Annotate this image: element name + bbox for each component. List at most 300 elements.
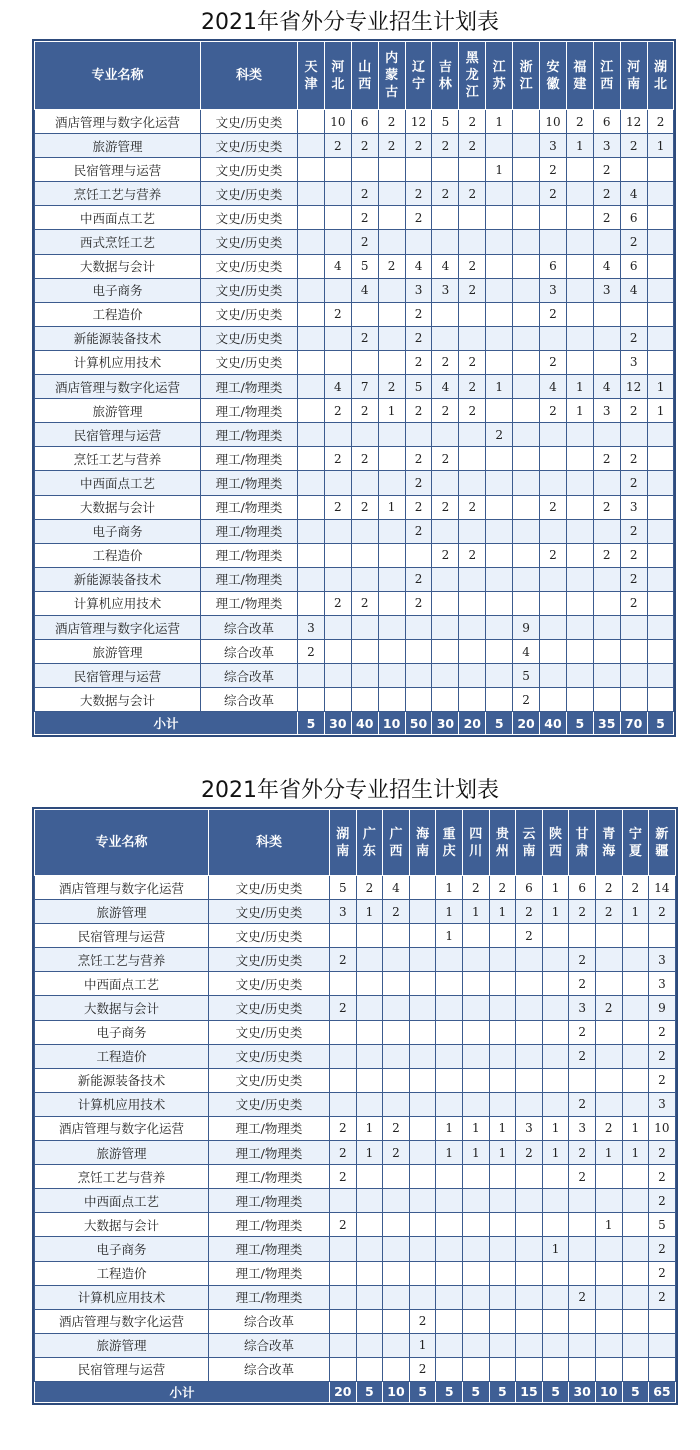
quota-cell bbox=[513, 134, 540, 158]
table-row bbox=[35, 326, 674, 350]
subtotal-cell: 20 bbox=[513, 712, 540, 735]
quota-cell bbox=[324, 567, 351, 591]
quota-cell: 3 bbox=[593, 399, 620, 423]
table-row bbox=[35, 302, 674, 326]
category-cell: 理工/物理类 bbox=[201, 471, 298, 495]
quota-cell: 4 bbox=[324, 375, 351, 399]
quota-cell: 2 bbox=[620, 471, 647, 495]
quota-cell bbox=[486, 688, 513, 712]
quota-cell bbox=[405, 688, 432, 712]
table-row bbox=[35, 206, 674, 230]
quota-cell bbox=[566, 278, 593, 302]
table-row bbox=[35, 1237, 676, 1261]
quota-cell bbox=[647, 471, 674, 495]
quota-cell bbox=[409, 1020, 436, 1044]
quota-cell: 1 bbox=[356, 900, 383, 924]
quota-cell bbox=[383, 996, 410, 1020]
quota-cell bbox=[516, 996, 543, 1020]
subtotal-cell: 20 bbox=[330, 1381, 357, 1402]
quota-cell: 4 bbox=[540, 375, 567, 399]
quota-cell: 6 bbox=[593, 110, 620, 134]
quota-cell bbox=[405, 640, 432, 664]
quota-cell bbox=[647, 615, 674, 639]
quota-cell bbox=[383, 1357, 410, 1381]
column-header-province: 云南 bbox=[516, 810, 543, 876]
quota-cell bbox=[649, 1357, 676, 1381]
quota-cell bbox=[298, 423, 325, 447]
quota-cell bbox=[432, 640, 459, 664]
quota-cell bbox=[566, 158, 593, 182]
quota-cell: 2 bbox=[351, 134, 378, 158]
quota-cell: 2 bbox=[405, 591, 432, 615]
category-cell: 综合改革 bbox=[209, 1333, 330, 1357]
quota-cell bbox=[566, 543, 593, 567]
quota-cell bbox=[647, 543, 674, 567]
quota-cell bbox=[647, 495, 674, 519]
table-row bbox=[35, 567, 674, 591]
quota-cell: 2 bbox=[569, 1020, 596, 1044]
quota-cell bbox=[593, 471, 620, 495]
quota-cell bbox=[647, 278, 674, 302]
quota-cell bbox=[620, 688, 647, 712]
quota-cell bbox=[486, 206, 513, 230]
quota-cell bbox=[569, 924, 596, 948]
quota-cell: 2 bbox=[432, 350, 459, 374]
quota-cell bbox=[462, 1261, 489, 1285]
quota-cell bbox=[620, 423, 647, 447]
column-header-category: 科类 bbox=[201, 42, 298, 110]
major-name-cell: 大数据与会计 bbox=[35, 1213, 209, 1237]
quota-cell bbox=[489, 1092, 516, 1116]
quota-cell bbox=[542, 948, 569, 972]
major-name-cell: 工程造价 bbox=[35, 543, 201, 567]
quota-cell bbox=[513, 423, 540, 447]
quota-cell bbox=[330, 1092, 357, 1116]
subtotal-cell: 40 bbox=[540, 712, 567, 735]
quota-cell: 2 bbox=[405, 206, 432, 230]
table-row bbox=[35, 1092, 676, 1116]
quota-cell bbox=[486, 326, 513, 350]
category-cell: 理工/物理类 bbox=[201, 567, 298, 591]
quota-cell bbox=[462, 1020, 489, 1044]
quota-cell: 2 bbox=[459, 134, 486, 158]
quota-cell bbox=[513, 519, 540, 543]
quota-cell: 4 bbox=[383, 876, 410, 900]
quota-cell: 2 bbox=[649, 1068, 676, 1092]
quota-cell bbox=[569, 1237, 596, 1261]
category-cell: 文史/历史类 bbox=[209, 876, 330, 900]
table-row bbox=[35, 1068, 676, 1092]
quota-cell bbox=[330, 1189, 357, 1213]
quota-cell bbox=[432, 158, 459, 182]
major-name-cell: 新能源装备技术 bbox=[35, 326, 201, 350]
quota-cell bbox=[540, 326, 567, 350]
quota-cell: 2 bbox=[513, 688, 540, 712]
quota-cell bbox=[595, 924, 622, 948]
subtotal-cell: 5 bbox=[409, 1381, 436, 1402]
major-name-cell: 烹饪工艺与营养 bbox=[35, 182, 201, 206]
table-row bbox=[35, 182, 674, 206]
quota-cell: 2 bbox=[459, 350, 486, 374]
category-cell: 文史/历史类 bbox=[209, 948, 330, 972]
table-row bbox=[35, 134, 674, 158]
quota-cell: 2 bbox=[324, 302, 351, 326]
quota-cell: 2 bbox=[649, 1044, 676, 1068]
quota-cell bbox=[486, 495, 513, 519]
quota-cell: 2 bbox=[330, 948, 357, 972]
quota-cell bbox=[486, 278, 513, 302]
quota-cell bbox=[459, 567, 486, 591]
category-cell: 文史/历史类 bbox=[201, 110, 298, 134]
quota-cell bbox=[378, 350, 405, 374]
quota-cell: 2 bbox=[383, 1141, 410, 1165]
quota-cell bbox=[489, 1333, 516, 1357]
quota-cell bbox=[542, 1285, 569, 1309]
quota-cell: 3 bbox=[569, 1116, 596, 1140]
quota-cell bbox=[356, 1333, 383, 1357]
quota-cell: 1 bbox=[542, 1116, 569, 1140]
quota-cell: 1 bbox=[436, 900, 463, 924]
quota-cell bbox=[432, 206, 459, 230]
quota-cell: 2 bbox=[649, 1189, 676, 1213]
category-cell: 文史/历史类 bbox=[209, 996, 330, 1020]
quota-cell bbox=[378, 519, 405, 543]
quota-cell bbox=[330, 1261, 357, 1285]
quota-cell bbox=[432, 688, 459, 712]
quota-cell: 2 bbox=[405, 519, 432, 543]
quota-cell: 2 bbox=[405, 567, 432, 591]
quota-cell bbox=[566, 230, 593, 254]
quota-cell bbox=[436, 1044, 463, 1068]
quota-cell bbox=[351, 302, 378, 326]
subtotal-cell: 5 bbox=[356, 1381, 383, 1402]
quota-cell bbox=[595, 1165, 622, 1189]
quota-cell bbox=[409, 924, 436, 948]
quota-cell bbox=[486, 134, 513, 158]
quota-cell: 3 bbox=[405, 278, 432, 302]
quota-cell bbox=[595, 1333, 622, 1357]
quota-cell bbox=[513, 471, 540, 495]
category-cell: 理工/物理类 bbox=[201, 399, 298, 423]
quota-cell bbox=[516, 1237, 543, 1261]
table-row bbox=[35, 1357, 676, 1381]
quota-cell bbox=[489, 1357, 516, 1381]
major-name-cell: 计算机应用技术 bbox=[35, 1092, 209, 1116]
quota-cell bbox=[595, 1068, 622, 1092]
quota-cell bbox=[351, 664, 378, 688]
quota-cell bbox=[432, 423, 459, 447]
quota-cell: 2 bbox=[405, 495, 432, 519]
quota-cell bbox=[595, 1189, 622, 1213]
quota-cell: 2 bbox=[595, 900, 622, 924]
quota-cell bbox=[330, 1044, 357, 1068]
quota-cell bbox=[298, 350, 325, 374]
quota-cell bbox=[462, 1092, 489, 1116]
quota-cell: 3 bbox=[432, 278, 459, 302]
quota-cell bbox=[432, 664, 459, 688]
quota-cell bbox=[593, 591, 620, 615]
quota-cell bbox=[298, 664, 325, 688]
quota-cell bbox=[513, 375, 540, 399]
quota-cell bbox=[486, 664, 513, 688]
subtotal-cell: 5 bbox=[462, 1381, 489, 1402]
quota-cell bbox=[593, 664, 620, 688]
subtotal-cell: 5 bbox=[622, 1381, 649, 1402]
quota-cell bbox=[462, 1357, 489, 1381]
quota-cell bbox=[566, 664, 593, 688]
quota-cell bbox=[436, 972, 463, 996]
quota-cell: 2 bbox=[620, 591, 647, 615]
category-cell: 文史/历史类 bbox=[201, 254, 298, 278]
quota-cell bbox=[378, 182, 405, 206]
quota-cell: 2 bbox=[405, 302, 432, 326]
quota-cell bbox=[489, 1261, 516, 1285]
table-row bbox=[35, 254, 674, 278]
quota-cell bbox=[383, 1092, 410, 1116]
quota-cell bbox=[513, 447, 540, 471]
quota-cell: 2 bbox=[330, 1141, 357, 1165]
quota-cell bbox=[356, 996, 383, 1020]
quota-cell bbox=[513, 399, 540, 423]
quota-cell bbox=[647, 640, 674, 664]
quota-cell bbox=[540, 230, 567, 254]
quota-cell: 2 bbox=[459, 375, 486, 399]
quota-cell bbox=[356, 924, 383, 948]
quota-cell: 1 bbox=[622, 900, 649, 924]
quota-cell bbox=[298, 471, 325, 495]
quota-cell bbox=[569, 1333, 596, 1357]
category-cell: 文史/历史类 bbox=[209, 972, 330, 996]
quota-cell: 2 bbox=[383, 1116, 410, 1140]
table-row bbox=[35, 1141, 676, 1165]
quota-cell: 2 bbox=[569, 900, 596, 924]
quota-cell bbox=[324, 471, 351, 495]
quota-cell bbox=[593, 519, 620, 543]
quota-cell bbox=[378, 591, 405, 615]
table-row bbox=[35, 615, 674, 639]
quota-cell bbox=[298, 543, 325, 567]
quota-cell: 2 bbox=[569, 1141, 596, 1165]
quota-cell: 6 bbox=[540, 254, 567, 278]
quota-cell bbox=[459, 640, 486, 664]
quota-cell bbox=[489, 1165, 516, 1189]
quota-cell bbox=[566, 447, 593, 471]
subtotal-row bbox=[35, 712, 674, 735]
quota-cell bbox=[432, 615, 459, 639]
quota-cell: 2 bbox=[459, 495, 486, 519]
quota-cell: 14 bbox=[649, 876, 676, 900]
quota-cell: 2 bbox=[649, 1261, 676, 1285]
quota-cell bbox=[436, 1237, 463, 1261]
quota-cell bbox=[566, 495, 593, 519]
quota-cell bbox=[486, 591, 513, 615]
quota-cell bbox=[324, 519, 351, 543]
quota-cell bbox=[409, 1213, 436, 1237]
quota-cell bbox=[383, 1261, 410, 1285]
quota-cell bbox=[647, 664, 674, 688]
subtotal-cell: 40 bbox=[351, 712, 378, 735]
quota-cell: 2 bbox=[593, 543, 620, 567]
quota-cell: 1 bbox=[622, 1116, 649, 1140]
subtotal-cell: 20 bbox=[459, 712, 486, 735]
quota-cell bbox=[409, 948, 436, 972]
column-header-major: 专业名称 bbox=[35, 42, 201, 110]
subtotal-cell: 65 bbox=[649, 1381, 676, 1402]
quota-cell bbox=[324, 158, 351, 182]
quota-cell bbox=[622, 1165, 649, 1189]
quota-cell bbox=[405, 664, 432, 688]
quota-cell: 2 bbox=[569, 1285, 596, 1309]
quota-cell bbox=[378, 543, 405, 567]
quota-cell: 4 bbox=[432, 254, 459, 278]
quota-cell bbox=[647, 423, 674, 447]
quota-cell: 1 bbox=[542, 1237, 569, 1261]
quota-cell bbox=[622, 1357, 649, 1381]
quota-cell bbox=[542, 1068, 569, 1092]
table-row bbox=[35, 640, 674, 664]
quota-cell bbox=[566, 688, 593, 712]
category-cell: 文史/历史类 bbox=[209, 1020, 330, 1044]
quota-cell bbox=[330, 924, 357, 948]
quota-cell: 1 bbox=[566, 134, 593, 158]
category-cell: 综合改革 bbox=[201, 640, 298, 664]
table-row bbox=[35, 1044, 676, 1068]
quota-cell bbox=[569, 1357, 596, 1381]
table-row bbox=[35, 543, 674, 567]
quota-cell bbox=[569, 1309, 596, 1333]
quota-cell: 1 bbox=[356, 1116, 383, 1140]
quota-cell: 2 bbox=[649, 1020, 676, 1044]
subtotal-cell: 5 bbox=[486, 712, 513, 735]
major-name-cell: 电子商务 bbox=[35, 1237, 209, 1261]
quota-cell bbox=[330, 1309, 357, 1333]
quota-cell bbox=[324, 350, 351, 374]
quota-cell: 1 bbox=[462, 1116, 489, 1140]
quota-cell bbox=[409, 1165, 436, 1189]
major-name-cell: 电子商务 bbox=[35, 1020, 209, 1044]
quota-cell bbox=[356, 1044, 383, 1068]
category-cell: 理工/物理类 bbox=[201, 543, 298, 567]
quota-cell: 3 bbox=[649, 1092, 676, 1116]
quota-cell bbox=[459, 158, 486, 182]
quota-cell bbox=[298, 591, 325, 615]
enrollment-table-2-section bbox=[0, 770, 700, 1410]
quota-cell bbox=[330, 1068, 357, 1092]
quota-cell: 1 bbox=[436, 1116, 463, 1140]
quota-cell bbox=[647, 350, 674, 374]
quota-cell: 2 bbox=[593, 206, 620, 230]
quota-cell: 2 bbox=[432, 399, 459, 423]
quota-cell bbox=[383, 1309, 410, 1333]
major-name-cell: 民宿管理与运营 bbox=[35, 664, 201, 688]
quota-cell: 2 bbox=[459, 278, 486, 302]
column-header-province: 黑龙江 bbox=[459, 42, 486, 110]
quota-cell: 3 bbox=[540, 278, 567, 302]
quota-cell bbox=[620, 664, 647, 688]
quota-cell bbox=[489, 1309, 516, 1333]
quota-cell bbox=[486, 399, 513, 423]
quota-cell bbox=[566, 615, 593, 639]
major-name-cell: 酒店管理与数字化运营 bbox=[35, 375, 201, 399]
quota-cell bbox=[622, 1333, 649, 1357]
quota-cell bbox=[542, 1044, 569, 1068]
quota-cell bbox=[432, 471, 459, 495]
quota-cell: 2 bbox=[540, 158, 567, 182]
major-name-cell: 旅游管理 bbox=[35, 1141, 209, 1165]
subtotal-row bbox=[35, 1381, 676, 1402]
quota-cell bbox=[383, 1237, 410, 1261]
column-header-province: 内蒙古 bbox=[378, 42, 405, 110]
quota-cell bbox=[409, 1141, 436, 1165]
quota-cell bbox=[324, 423, 351, 447]
quota-cell bbox=[298, 375, 325, 399]
category-cell: 理工/物理类 bbox=[209, 1116, 330, 1140]
category-cell: 文史/历史类 bbox=[209, 1092, 330, 1116]
quota-cell bbox=[324, 182, 351, 206]
quota-cell bbox=[622, 1213, 649, 1237]
subtotal-cell: 5 bbox=[489, 1381, 516, 1402]
quota-cell bbox=[516, 972, 543, 996]
quota-cell bbox=[459, 591, 486, 615]
quota-cell bbox=[513, 110, 540, 134]
quota-cell: 2 bbox=[351, 230, 378, 254]
quota-cell: 1 bbox=[489, 1141, 516, 1165]
quota-cell bbox=[513, 206, 540, 230]
quota-cell bbox=[409, 1044, 436, 1068]
quota-cell: 2 bbox=[595, 876, 622, 900]
quota-cell bbox=[647, 591, 674, 615]
major-name-cell: 烹饪工艺与营养 bbox=[35, 1165, 209, 1189]
quota-cell bbox=[513, 591, 540, 615]
subtotal-cell: 10 bbox=[383, 1381, 410, 1402]
quota-cell bbox=[566, 254, 593, 278]
quota-cell: 2 bbox=[324, 134, 351, 158]
quota-cell: 3 bbox=[649, 948, 676, 972]
quota-cell bbox=[409, 876, 436, 900]
quota-cell bbox=[383, 1165, 410, 1189]
quota-cell bbox=[489, 924, 516, 948]
quota-cell bbox=[540, 519, 567, 543]
quota-cell: 2 bbox=[595, 1116, 622, 1140]
table-row bbox=[35, 996, 676, 1020]
quota-cell bbox=[298, 134, 325, 158]
quota-cell bbox=[516, 1189, 543, 1213]
quota-cell bbox=[351, 423, 378, 447]
quota-cell bbox=[516, 1068, 543, 1092]
quota-cell: 2 bbox=[620, 326, 647, 350]
quota-cell bbox=[593, 688, 620, 712]
quota-cell bbox=[622, 1020, 649, 1044]
quota-cell: 1 bbox=[486, 158, 513, 182]
quota-cell bbox=[298, 230, 325, 254]
category-cell: 理工/物理类 bbox=[209, 1261, 330, 1285]
quota-cell bbox=[647, 254, 674, 278]
quota-cell: 1 bbox=[566, 375, 593, 399]
subtotal-cell: 10 bbox=[378, 712, 405, 735]
quota-cell bbox=[540, 567, 567, 591]
quota-cell bbox=[351, 519, 378, 543]
quota-cell bbox=[298, 519, 325, 543]
subtotal-cell: 5 bbox=[566, 712, 593, 735]
major-name-cell: 工程造价 bbox=[35, 1261, 209, 1285]
category-cell: 理工/物理类 bbox=[209, 1285, 330, 1309]
quota-cell bbox=[595, 948, 622, 972]
major-name-cell: 大数据与会计 bbox=[35, 688, 201, 712]
quota-cell bbox=[436, 1068, 463, 1092]
quota-cell bbox=[459, 519, 486, 543]
quota-cell bbox=[330, 1237, 357, 1261]
quota-cell bbox=[542, 924, 569, 948]
